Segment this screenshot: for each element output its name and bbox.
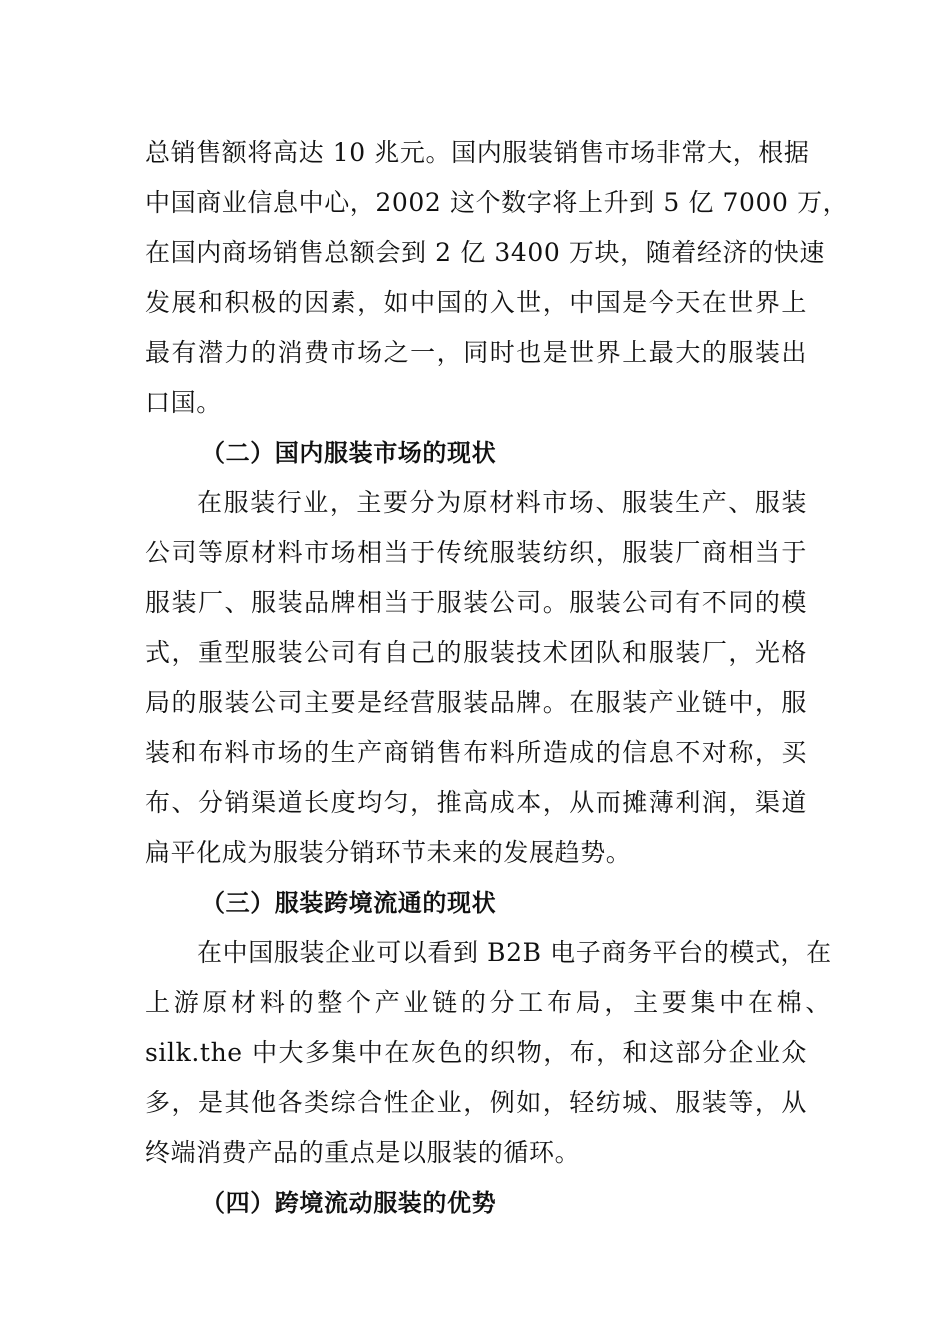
paragraph-line: 服装厂、服装品牌相当于服装公司。服装公司有不同的模 [145,588,807,617]
paragraph-line: 在服装行业，主要分为原材料市场、服装生产、服装 [197,488,807,517]
section-heading-3: （三）服装跨境流通的现状 [201,889,497,917]
paragraph-line: 总销售额将高达 10 兆元。国内服装销售市场非常大，根据 [145,138,810,167]
section-heading-2: （二）国内服装市场的现状 [201,439,497,467]
paragraph-domestic-market [145,478,835,878]
paragraph-line: 公司等原材料市场相当于传统服装纺织，服装厂商相当于 [145,538,807,567]
paragraph-line: 上游原材料的整个产业链的分工布局，主要集中在棉、 [145,988,831,1017]
document-page [145,128,849,1228]
paragraph-line: 在中国服装企业可以看到 B2B 电子商务平台的模式，在 [197,938,832,967]
paragraph-line: 最有潜力的消费市场之一，同时也是世界上最大的服装出 [145,338,807,367]
paragraph-line: 局的服装公司主要是经营服装品牌。在服装产业链中，服 [145,688,807,717]
paragraph-line: 布、分销渠道长度均匀，推高成本，从而摊薄利润，渠道 [145,788,807,817]
paragraph-line: 扁平化成为服装分销环节未来的发展趋势。 [145,838,632,867]
paragraph-line: silk.the 中大多集中在灰色的织物，布，和这部分企业众 [145,1038,807,1067]
paragraph-line: 多，是其他各类综合性企业，例如，轻纺城、服装等，从 [145,1088,807,1117]
paragraph-line: 发展和积极的因素，如中国的入世，中国是今天在世界上 [145,288,807,317]
paragraph-cross-border-status [145,928,835,1178]
paragraph-line: 终端消费产品的重点是以服装的循环。 [145,1138,581,1167]
paragraph-line: 在国内商场销售总额会到 2 亿 3400 万块，随着经济的快速 [145,238,825,267]
paragraph-line: 装和布料市场的生产商销售布料所造成的信息不对称，买 [145,738,807,767]
paragraph-line: 中国商业信息中心，2002 这个数字将上升到 5 亿 7000 万， [145,188,849,217]
paragraph-market-size [145,128,849,428]
section-heading-4: （四）跨境流动服装的优势 [201,1189,497,1217]
paragraph-line: 口国。 [145,388,222,417]
paragraph-line: 式，重型服装公司有自己的服装技术团队和服装厂，光格 [145,638,807,667]
